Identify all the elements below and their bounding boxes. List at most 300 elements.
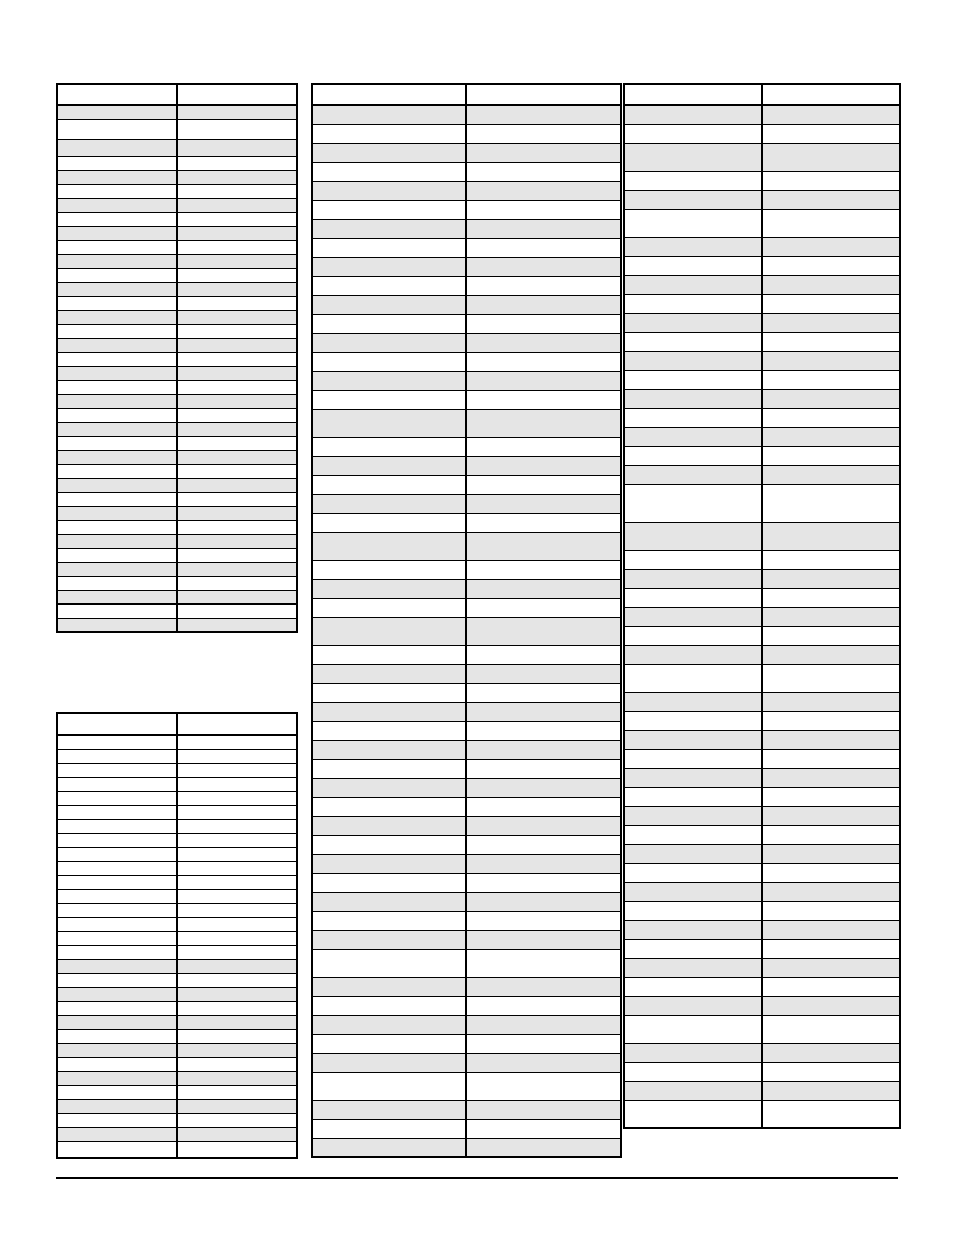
table-row (312, 1100, 621, 1119)
cell-value (177, 576, 297, 590)
cell-value (466, 892, 621, 911)
cell-label (57, 139, 177, 156)
cell-label (312, 1100, 466, 1119)
table-row (312, 200, 621, 219)
table-row (312, 513, 621, 532)
cell-label (57, 1001, 177, 1015)
table-row (57, 1141, 297, 1158)
cell-value (466, 1034, 621, 1053)
cell-value (762, 389, 900, 408)
cell-value (762, 626, 900, 645)
cell-label (312, 721, 466, 740)
table-row (312, 352, 621, 371)
cell-value (466, 1138, 621, 1157)
cell-label (57, 296, 177, 310)
cell-label (624, 1062, 762, 1081)
cell-value (177, 618, 297, 632)
table-row (57, 805, 297, 819)
cell-value (177, 1057, 297, 1071)
cell-value (466, 797, 621, 816)
table-row (624, 465, 900, 484)
cell-label (57, 352, 177, 366)
table-row (57, 562, 297, 576)
cell-label (312, 1072, 466, 1100)
cell-label (312, 664, 466, 683)
cell-label (57, 1127, 177, 1141)
cell-value (762, 844, 900, 863)
cell-label (57, 959, 177, 973)
table-row (624, 626, 900, 645)
table-row (57, 170, 297, 184)
table-row (312, 560, 621, 579)
table-row (624, 730, 900, 749)
cell-label (57, 324, 177, 338)
cell-value (177, 268, 297, 282)
table-header-row (312, 84, 621, 105)
table-row (624, 1062, 900, 1081)
cell-value (177, 713, 297, 735)
cell-value (177, 973, 297, 987)
table-row (57, 478, 297, 492)
table-row (57, 1085, 297, 1099)
table-row (624, 882, 900, 901)
table-row (57, 903, 297, 917)
table-row (624, 939, 900, 958)
cell-value (177, 987, 297, 1001)
cell-label (57, 562, 177, 576)
table-row (57, 268, 297, 282)
cell-value (466, 740, 621, 759)
cell-label (312, 437, 466, 456)
table-row (57, 366, 297, 380)
cell-value (762, 143, 900, 171)
cell-label (57, 156, 177, 170)
table-row (57, 380, 297, 394)
table-row (312, 257, 621, 276)
cell-label (57, 875, 177, 889)
cell-value (466, 617, 621, 645)
table-row (57, 139, 297, 156)
cell-label (312, 873, 466, 892)
cell-label (312, 740, 466, 759)
table-row (624, 389, 900, 408)
cell-label (312, 930, 466, 949)
cell-label (312, 835, 466, 854)
table-row (57, 1099, 297, 1113)
table-row (312, 532, 621, 560)
table-row (57, 576, 297, 590)
cell-value (762, 275, 900, 294)
cell-value (762, 996, 900, 1015)
table-row (312, 854, 621, 873)
table-header-row (624, 84, 900, 105)
cell-label (57, 170, 177, 184)
cell-value (762, 749, 900, 768)
cell-label (312, 352, 466, 371)
table-row (57, 1015, 297, 1029)
cell-value (762, 863, 900, 882)
table-row (312, 1072, 621, 1100)
cell-label (57, 184, 177, 198)
cell-label (624, 825, 762, 844)
table-row (624, 844, 900, 863)
cell-label (57, 506, 177, 520)
table-header-row (57, 84, 297, 105)
cell-label (312, 579, 466, 598)
cell-label (57, 931, 177, 945)
table-row (624, 645, 900, 664)
cell-value (762, 768, 900, 787)
cell-label (312, 200, 466, 219)
table-row (312, 759, 621, 778)
cell-label (624, 256, 762, 275)
cell-label (312, 371, 466, 390)
cell-value (177, 394, 297, 408)
table-row (57, 749, 297, 763)
table-row (624, 588, 900, 607)
cell-value (177, 548, 297, 562)
table-row (312, 645, 621, 664)
table-row (312, 409, 621, 437)
cell-value (177, 170, 297, 184)
cell-label (312, 475, 466, 494)
cell-label (624, 996, 762, 1015)
table-row (312, 930, 621, 949)
cell-value (177, 254, 297, 268)
cell-value (177, 749, 297, 763)
table-row (624, 446, 900, 465)
cell-label (57, 945, 177, 959)
cell-label (57, 548, 177, 562)
cell-label (624, 550, 762, 569)
table-row (57, 1043, 297, 1057)
cell-label (312, 257, 466, 276)
table-row (312, 797, 621, 816)
table-row (57, 604, 297, 618)
cell-value (762, 825, 900, 844)
cell-value (466, 1072, 621, 1100)
table-row (312, 162, 621, 181)
cell-value (762, 332, 900, 351)
cell-value (177, 380, 297, 394)
cell-label (312, 409, 466, 437)
table-row (57, 875, 297, 889)
table-row (312, 892, 621, 911)
cell-label (624, 977, 762, 996)
cell-value (762, 787, 900, 806)
cell-label (57, 310, 177, 324)
cell-value (466, 873, 621, 892)
table-row (624, 294, 900, 313)
cell-value (762, 977, 900, 996)
cell-value (177, 861, 297, 875)
table-row (624, 143, 900, 171)
table-row (312, 475, 621, 494)
table-row (312, 219, 621, 238)
cell-label (624, 901, 762, 920)
cell-value (762, 84, 900, 105)
table-row (57, 352, 297, 366)
table-row (57, 973, 297, 987)
cell-value (177, 791, 297, 805)
cell-value (177, 735, 297, 749)
table-row (312, 835, 621, 854)
cell-label (312, 390, 466, 409)
cell-label (57, 338, 177, 352)
cell-label (624, 730, 762, 749)
cell-label (624, 351, 762, 370)
cell-value (177, 534, 297, 548)
table-row (57, 492, 297, 506)
cell-value (177, 520, 297, 534)
cell-value (762, 901, 900, 920)
cell-label (312, 759, 466, 778)
cell-label (312, 162, 466, 181)
cell-label (624, 484, 762, 522)
cell-value (466, 759, 621, 778)
cell-label (624, 711, 762, 730)
cell-value (177, 1141, 297, 1158)
cell-label (624, 294, 762, 313)
cell-value (177, 562, 297, 576)
table-row (312, 1053, 621, 1072)
cell-label (312, 124, 466, 143)
cell-value (466, 238, 621, 257)
cell-label (312, 1138, 466, 1157)
table-row (57, 212, 297, 226)
cell-value (466, 276, 621, 295)
cell-value (762, 920, 900, 939)
cell-value (177, 819, 297, 833)
cell-value (762, 408, 900, 427)
cell-label (57, 408, 177, 422)
cell-value (466, 579, 621, 598)
table-left-bottom (56, 712, 298, 1159)
cell-value (762, 190, 900, 209)
cell-label (57, 861, 177, 875)
cell-label (624, 84, 762, 105)
cell-value (466, 105, 621, 124)
table-row (57, 1127, 297, 1141)
cell-value (762, 105, 900, 124)
table-row (57, 254, 297, 268)
cell-label (57, 105, 177, 119)
cell-value (466, 664, 621, 683)
cell-value (177, 478, 297, 492)
table-row (57, 408, 297, 422)
table-row (624, 105, 900, 124)
table-row (57, 777, 297, 791)
cell-label (312, 238, 466, 257)
cell-value (762, 588, 900, 607)
cell-label (57, 464, 177, 478)
table-row (624, 1043, 900, 1062)
table-row (312, 617, 621, 645)
table-row (624, 190, 900, 209)
table-row (624, 768, 900, 787)
cell-value (762, 522, 900, 550)
cell-value (466, 295, 621, 314)
table-row (312, 816, 621, 835)
cell-label (312, 105, 466, 124)
table-row (624, 351, 900, 370)
cell-value (762, 939, 900, 958)
cell-value (466, 475, 621, 494)
cell-value (466, 560, 621, 579)
table-row (624, 256, 900, 275)
cell-label (624, 275, 762, 294)
table-row (312, 390, 621, 409)
cell-label (312, 949, 466, 977)
cell-value (177, 492, 297, 506)
cell-label (624, 749, 762, 768)
table-row (57, 945, 297, 959)
cell-value (762, 484, 900, 522)
cell-label (57, 492, 177, 506)
cell-value (177, 422, 297, 436)
cell-value (466, 352, 621, 371)
cell-label (312, 276, 466, 295)
cell-label (312, 1015, 466, 1034)
cell-label (624, 692, 762, 711)
cell-label (624, 446, 762, 465)
cell-label (312, 456, 466, 475)
table-header-row (57, 713, 297, 735)
table-row (312, 873, 621, 892)
cell-label (57, 713, 177, 735)
cell-label (624, 626, 762, 645)
table-row (57, 506, 297, 520)
cell-value (762, 294, 900, 313)
cell-value (762, 1081, 900, 1100)
table-row (624, 370, 900, 389)
cell-label (624, 237, 762, 256)
cell-label (57, 366, 177, 380)
cell-value (466, 219, 621, 238)
cell-label (57, 1085, 177, 1099)
table-row (57, 833, 297, 847)
cell-value (466, 1053, 621, 1072)
cell-value (177, 917, 297, 931)
cell-label (57, 1141, 177, 1158)
cell-value (177, 139, 297, 156)
cell-value (762, 607, 900, 626)
cell-label (57, 987, 177, 1001)
cell-value (466, 200, 621, 219)
cell-value (466, 1100, 621, 1119)
cell-label (624, 427, 762, 446)
cell-label (57, 226, 177, 240)
table-row (312, 437, 621, 456)
cell-value (466, 996, 621, 1015)
table-row (312, 371, 621, 390)
table-row (312, 702, 621, 721)
table-row (312, 778, 621, 797)
table-row (312, 333, 621, 352)
cell-label (624, 607, 762, 626)
cell-value (466, 702, 621, 721)
cell-label (312, 683, 466, 702)
cell-value (762, 550, 900, 569)
cell-value (762, 171, 900, 190)
cell-value (466, 645, 621, 664)
cell-label (57, 212, 177, 226)
table-row (312, 143, 621, 162)
table-row (57, 763, 297, 777)
cell-label (312, 560, 466, 579)
cell-label (624, 1081, 762, 1100)
cell-label (312, 532, 466, 560)
table-row (312, 494, 621, 513)
table-row (624, 313, 900, 332)
table-row (57, 184, 297, 198)
cell-label (57, 380, 177, 394)
table-row (312, 664, 621, 683)
table-row (57, 1029, 297, 1043)
table-row (624, 977, 900, 996)
cell-value (177, 408, 297, 422)
table-row (57, 931, 297, 945)
cell-value (466, 1015, 621, 1034)
cell-value (177, 1127, 297, 1141)
cell-value (177, 590, 297, 604)
table-row (624, 484, 900, 522)
cell-value (177, 1015, 297, 1029)
cell-label (624, 105, 762, 124)
table-row (57, 1057, 297, 1071)
cell-label (624, 844, 762, 863)
cell-value (177, 506, 297, 520)
cell-label (57, 576, 177, 590)
cell-value (177, 1071, 297, 1085)
cell-value (466, 124, 621, 143)
cell-value (177, 604, 297, 618)
cell-label (624, 171, 762, 190)
cell-value (177, 1029, 297, 1043)
cell-value (762, 370, 900, 389)
cell-label (624, 882, 762, 901)
cell-value (762, 1100, 900, 1128)
cell-value (466, 683, 621, 702)
table-row (624, 1100, 900, 1128)
cell-label (57, 1099, 177, 1113)
cell-label (624, 143, 762, 171)
cell-label (57, 436, 177, 450)
cell-label (57, 889, 177, 903)
table-row (312, 996, 621, 1015)
cell-label (624, 806, 762, 825)
cell-label (624, 664, 762, 692)
cell-value (762, 711, 900, 730)
cell-value (177, 450, 297, 464)
cell-label (624, 209, 762, 237)
table-row (312, 276, 621, 295)
cell-value (762, 664, 900, 692)
table-row (312, 977, 621, 996)
cell-label (624, 313, 762, 332)
cell-value (177, 436, 297, 450)
cell-label (624, 588, 762, 607)
cell-value (177, 931, 297, 945)
cell-label (57, 478, 177, 492)
cell-label (57, 534, 177, 548)
table-row (57, 618, 297, 632)
table-row (312, 124, 621, 143)
cell-label (57, 268, 177, 282)
cell-value (177, 105, 297, 119)
cell-label (312, 181, 466, 200)
table-row (624, 124, 900, 143)
